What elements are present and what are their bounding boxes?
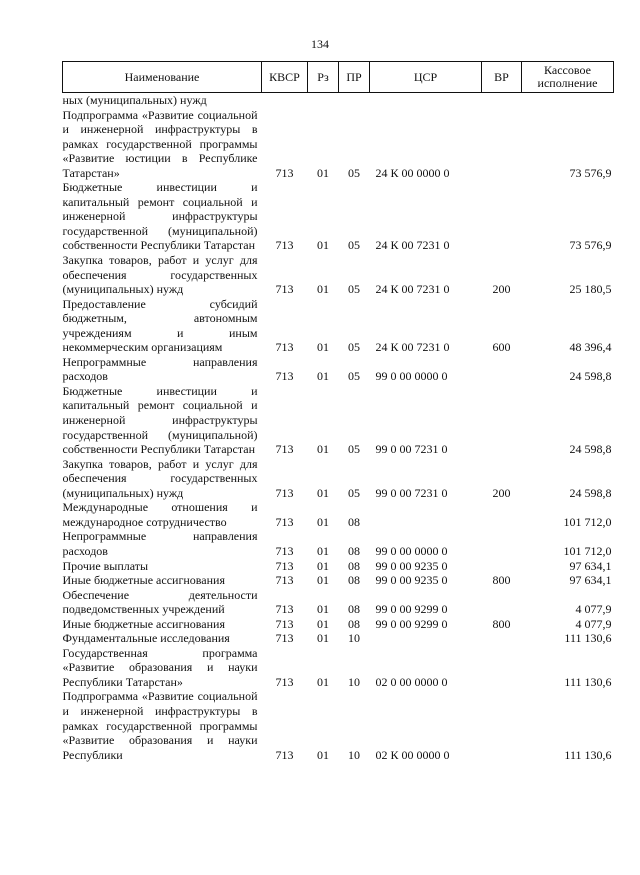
row-name: Закупка товаров, работ и услуг для обеспечения государственных (муниципальных) нужд	[62, 253, 258, 297]
row-rz: 01	[317, 602, 329, 617]
row-csr: 99 0 00 9299 0	[375, 616, 448, 631]
page-number: 134	[311, 37, 329, 51]
row-name: Непрограммные направления расходов	[62, 529, 258, 558]
row-kassovoe: 101 712,0	[563, 514, 612, 529]
row-kvsr: 713	[275, 340, 294, 355]
row-csr	[370, 631, 482, 646]
row-csr: 99 0 00 7231 0	[375, 442, 448, 457]
row-vr	[482, 529, 522, 558]
table-row	[63, 689, 614, 762]
row-rz: 01	[317, 282, 329, 297]
row-vr: 800	[492, 616, 511, 631]
row-rz: 01	[317, 631, 329, 646]
row-kvsr: 713	[275, 442, 294, 457]
row-rz	[308, 93, 339, 108]
row-pr: 08	[348, 514, 360, 529]
table-row	[63, 559, 614, 574]
table-row	[63, 573, 614, 588]
row-kassovoe: 4 077,9	[575, 602, 612, 617]
header-name: Наименование	[63, 62, 262, 93]
table-row	[63, 529, 614, 558]
row-csr: 24 К 00 0000 0	[375, 165, 450, 180]
row-name: Предоставление субсидий бюджетным, автономным учреждениям и иным некоммерческим организациям	[62, 296, 258, 355]
header-pr: ПР	[339, 62, 370, 93]
header-kas-line1: Кассовое	[544, 63, 591, 77]
row-kassovoe: 4 077,9	[575, 616, 612, 631]
header-kas	[522, 62, 614, 93]
row-pr: 05	[348, 369, 360, 384]
row-csr: 99 0 00 9235 0	[375, 558, 448, 573]
row-kassovoe: 73 576,9	[569, 165, 612, 180]
row-name: Иные бюджетные ассигнования	[62, 573, 225, 588]
row-csr: 24 К 00 7231 0	[375, 340, 450, 355]
header-csr: ЦСР	[370, 62, 482, 93]
row-csr: 02 К 00 0000 0	[375, 747, 450, 762]
row-kvsr: 713	[275, 165, 294, 180]
table-row	[63, 355, 614, 384]
row-pr: 10	[348, 747, 360, 762]
row-vr: 200	[492, 282, 511, 297]
row-name: Закупка товаров, работ и услуг для обеспечения государственных (муниципальных) нужд	[62, 456, 258, 500]
row-kvsr: 713	[275, 485, 294, 500]
row-vr: 800	[492, 573, 511, 588]
row-kassovoe: 73 576,9	[569, 238, 612, 253]
row-csr: 99 0 00 9299 0	[375, 602, 448, 617]
table-row	[63, 617, 614, 632]
row-name: ных (муниципальных) нужд	[62, 93, 207, 107]
header-kvsr: КВСР	[262, 62, 308, 93]
row-name: Иные бюджетные ассигнования	[62, 616, 225, 631]
row-kassovoe: 24 598,8	[569, 485, 612, 500]
row-kvsr: 713	[275, 573, 294, 588]
table-row	[63, 180, 614, 253]
row-kvsr: 713	[275, 616, 294, 631]
row-vr	[482, 500, 522, 529]
row-vr	[482, 588, 522, 617]
table-row	[63, 253, 614, 297]
row-kvsr	[262, 93, 308, 108]
row-kassovoe: 111 130,6	[564, 747, 612, 762]
row-rz: 01	[317, 369, 329, 384]
row-rz: 01	[317, 442, 329, 457]
table-row	[63, 588, 614, 617]
row-kassovoe: 25 180,5	[569, 282, 612, 297]
row-pr: 05	[348, 340, 360, 355]
row-vr	[482, 384, 522, 457]
row-name: Подпрограмма «Развитие социальной и инженерной инфраструктуры в рамках государственной программы «Развитие образования и науки Республики	[62, 689, 258, 762]
row-rz: 01	[317, 616, 329, 631]
row-pr: 05	[348, 165, 360, 180]
row-pr: 08	[348, 602, 360, 617]
row-kvsr: 713	[275, 369, 294, 384]
row-vr	[482, 355, 522, 384]
row-csr: 99 0 00 7231 0	[375, 485, 448, 500]
table-header	[63, 62, 614, 93]
row-csr: 99 0 00 0000 0	[375, 369, 448, 384]
row-vr	[482, 689, 522, 762]
row-rz: 01	[317, 514, 329, 529]
row-rz: 01	[317, 573, 329, 588]
row-vr	[482, 93, 522, 108]
row-name: Обеспечение деятельности подведомственных учреждений	[62, 587, 258, 617]
row-pr: 10	[348, 674, 360, 689]
row-name: Международные отношения и международное сотрудничество	[62, 500, 258, 529]
budget-execution-table	[62, 61, 614, 762]
row-csr	[370, 93, 482, 108]
row-kassovoe: 24 598,8	[569, 442, 612, 457]
row-kvsr: 713	[275, 282, 294, 297]
row-rz: 01	[317, 485, 329, 500]
row-kassovoe: 111 130,6	[564, 674, 612, 689]
row-csr: 02 0 00 0000 0	[375, 674, 448, 689]
row-pr: 10	[348, 631, 360, 646]
row-kvsr: 713	[275, 674, 294, 689]
header-rz: Рз	[308, 62, 339, 93]
row-rz: 01	[317, 674, 329, 689]
row-kvsr: 713	[275, 558, 294, 573]
row-vr	[482, 631, 522, 646]
row-name: Непрограммные направления расходов	[62, 354, 258, 384]
row-kassovoe: 24 598,8	[569, 369, 612, 384]
row-kvsr: 713	[275, 631, 294, 646]
row-kvsr: 713	[275, 747, 294, 762]
row-csr	[370, 500, 482, 529]
row-vr	[482, 180, 522, 253]
table-row	[63, 384, 614, 457]
row-csr: 99 0 00 0000 0	[375, 543, 448, 558]
row-name: Подпрограмма «Развитие социальной и инженерной инфраструктуры в рамках государственной программы «Развитие юстиции в Республике Татарстан»	[62, 107, 258, 180]
row-kvsr: 713	[275, 514, 294, 529]
row-pr: 08	[348, 616, 360, 631]
row-kvsr: 713	[275, 602, 294, 617]
row-vr: 200	[492, 485, 511, 500]
row-rz: 01	[317, 340, 329, 355]
row-pr: 08	[348, 558, 360, 573]
row-name: Государственная программа «Развитие образования и науки Республики Татарстан»	[62, 645, 258, 689]
row-pr: 05	[348, 485, 360, 500]
row-pr: 08	[348, 573, 360, 588]
row-name: Фундаментальные исследования	[62, 631, 230, 646]
row-kassovoe: 101 712,0	[563, 543, 612, 558]
table-body	[63, 93, 614, 763]
row-vr	[482, 559, 522, 574]
row-kassovoe: 48 396,4	[569, 340, 612, 355]
row-rz: 01	[317, 747, 329, 762]
table-row	[63, 500, 614, 529]
row-rz: 01	[317, 543, 329, 558]
row-kassovoe: 97 634,1	[569, 573, 612, 588]
row-pr: 05	[348, 238, 360, 253]
row-rz: 01	[317, 165, 329, 180]
row-csr: 24 К 00 7231 0	[375, 282, 450, 297]
table-row	[63, 457, 614, 501]
row-pr: 05	[348, 442, 360, 457]
row-kassovoe: 97 634,1	[569, 558, 612, 573]
table-row	[63, 646, 614, 690]
row-vr	[482, 108, 522, 181]
row-rz: 01	[317, 558, 329, 573]
row-vr: 600	[492, 340, 511, 355]
row-vr	[482, 646, 522, 690]
row-kvsr: 713	[275, 543, 294, 558]
header-vr: ВР	[482, 62, 522, 93]
row-pr	[339, 93, 370, 108]
table-row	[63, 631, 614, 646]
row-pr: 05	[348, 282, 360, 297]
row-name: Бюджетные инвестиции и капитальный ремонт социальной и инженерной инфраструктуры государственной (муниципальной) собственности Республики Татарстан	[62, 383, 258, 457]
row-csr: 24 К 00 7231 0	[375, 238, 450, 253]
row-rz: 01	[317, 238, 329, 253]
table-row	[63, 297, 614, 355]
table-row	[63, 93, 614, 108]
row-kassovoe	[522, 93, 614, 108]
row-csr: 99 0 00 9235 0	[375, 573, 448, 588]
table-row	[63, 108, 614, 181]
header-kas-line2: исполнение	[537, 76, 598, 90]
row-kassovoe: 111 130,6	[564, 631, 612, 646]
row-kvsr: 713	[275, 238, 294, 253]
row-pr: 08	[348, 543, 360, 558]
row-name: Прочие выплаты	[62, 558, 149, 573]
row-name: Бюджетные инвестиции и капитальный ремонт социальной и инженерной инфраструктуры государственной (муниципальной) собственности Республики Татарстан	[62, 180, 258, 253]
